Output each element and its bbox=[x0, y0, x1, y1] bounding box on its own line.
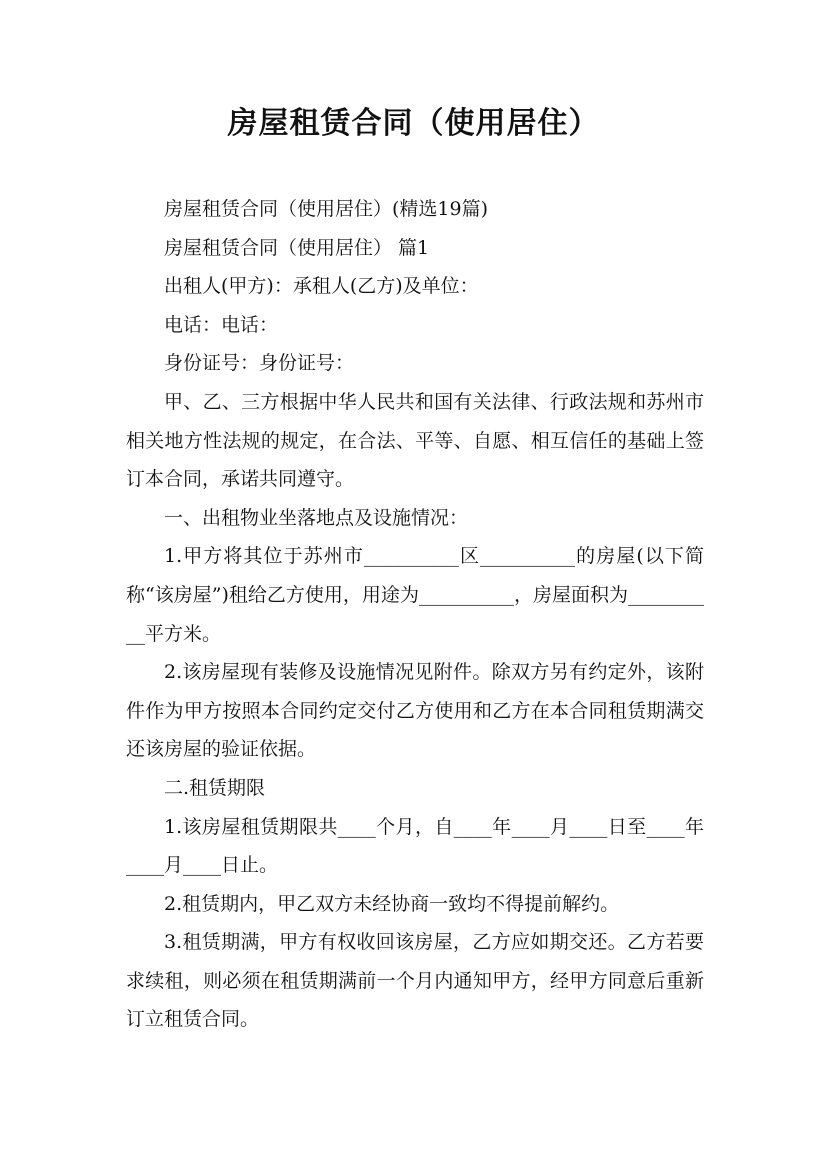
paragraph-heading-article-1: 房屋租赁合同（使用居住） 篇1 bbox=[164, 236, 430, 259]
clause-lease-renewal: 3.租赁期满，甲方有权收回该房屋，乙方应如期交还。乙方若要求续租，则必须在租赁期满前一个月内通知甲方，经甲方同意后重新订立租赁合同。 bbox=[126, 931, 704, 1031]
paragraph-heading-collection: 房屋租赁合同（使用居住）(精选19篇) bbox=[164, 198, 489, 220]
paragraph-preamble: 甲、乙、三方根据中华人民共和国有关法律、行政法规和苏州市相关地方性法规的规定，在合法、平等、自愿、相互信任的基础上签订本合同，承诺共同遵守。 bbox=[126, 390, 704, 491]
clause-property-facilities: 2.该房屋现有装修及设施情况见附件。除双方另有约定外，该附件作为甲方按照本合同约定交付乙方使用和乙方在本合同租赁期满交还该房屋的验证依据。 bbox=[126, 661, 704, 761]
document-body bbox=[126, 190, 704, 1039]
clause-no-early-termination: 2.租赁期内，甲乙双方未经协商一致均不得提前解约。 bbox=[164, 892, 620, 915]
paragraph-parties: 出租人(甲方)：承租人(乙方)及单位： bbox=[164, 275, 479, 298]
section-heading-property: 一、出租物业坐落地点及设施情况： bbox=[164, 506, 469, 529]
clause-lease-period: 1.该房屋租赁期限共____个月，自____年____月____日至____年____月____日止。 bbox=[126, 815, 704, 877]
paragraph-id-number: 身份证号：身份证号： bbox=[164, 352, 355, 375]
document-title: 房屋租赁合同（使用居住） bbox=[227, 106, 600, 141]
section-heading-lease-term: 二.租赁期限 bbox=[164, 776, 266, 799]
paragraph-phone: 电话：电话： bbox=[164, 313, 279, 336]
clause-property-location: 1.甲方将其位于苏州市__________区__________的房屋(以下简称“该房屋”)租给乙方使用，用途为__________，房屋面积为__________平方米。 bbox=[126, 545, 704, 645]
